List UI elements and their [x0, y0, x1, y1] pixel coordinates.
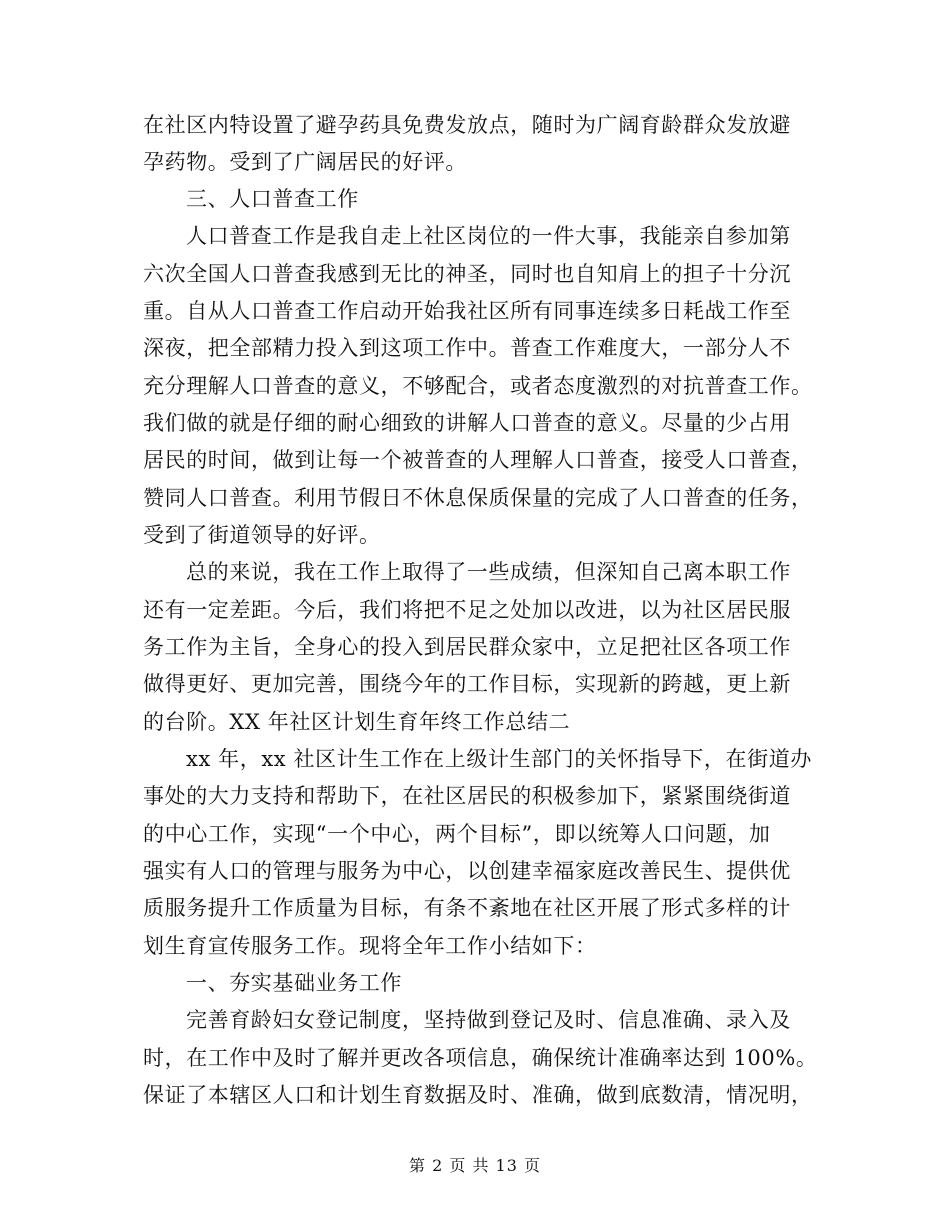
text-line: xx 年，xx 社区计生工作在上级计生部门的关怀指导下，在街道办: [186, 747, 812, 771]
section-heading: 三、人口普查工作: [186, 187, 359, 211]
section-heading: 一、夯实基础业务工作: [186, 971, 402, 995]
text-line: 深夜，把全部精力投入到这项工作中。普查工作难度大，一部分人不: [143, 336, 791, 360]
text-line: 充分理解人口普查的意义，不够配合，或者态度激烈的对抗普查工作。: [143, 374, 813, 398]
text-line: 的台阶。XX 年社区计划生育年终工作总结二: [143, 710, 571, 734]
page-footer: 第 2 页 共 13 页: [409, 1156, 541, 1175]
text-line: 质服务提升工作质量为目标，有条不紊地在社区开展了形式多样的计: [143, 896, 791, 920]
text-line: 事处的大力支持和帮助下，在社区居民的积极参加下，紧紧围绕街道: [143, 784, 791, 808]
text-line: 划生育宣传服务工作。现将全年工作小结如下：: [143, 934, 597, 958]
text-line: 重。自从人口普查工作启动开始我社区所有同事连续多日耗战工作至: [143, 299, 791, 323]
text-line: 六次全国人口普查我感到无比的神圣，同时也自知肩上的担子十分沉: [143, 262, 791, 286]
text-line: 我们做的就是仔细的耐心细致的讲解人口普查的意义。尽量的少占用: [143, 411, 791, 435]
text-line: 还有一定差距。今后，我们将把不足之处加以改进，以为社区居民服: [143, 598, 791, 622]
text-line: 孕药物。受到了广阔居民的好评。: [143, 150, 467, 174]
text-line: 务工作为主旨，全身心的投入到居民群众家中，立足把社区各项工作: [143, 635, 791, 659]
text-line: 做得更好、更加完善，围绕今年的工作目标，实现新的跨越，更上新: [143, 672, 791, 696]
text-line: 受到了街道领导的好评。: [143, 523, 381, 547]
text-line: 赞同人口普查。利用节假日不休息保质保量的完成了人口普查的任务，: [143, 486, 813, 510]
text-line: 在社区内特设置了避孕药具免费发放点，随时为广阔育龄群众发放避: [143, 113, 791, 137]
text-line: 时，在工作中及时了解并更改各项信息，确保统计准确率达到 100%。: [143, 1046, 818, 1070]
text-line: 保证了本辖区人口和计划生育数据及时、准确，做到底数清，情况明，: [143, 1083, 813, 1107]
text-line: 的中心工作，实现“一个中心，两个目标”，即以统筹人口问题，加: [143, 822, 771, 846]
text-line: 居民的时间，做到让每一个被普查的人理解人口普查，接受人口普查，: [143, 448, 813, 472]
text-line: 强实有人口的管理与服务为中心，以创建幸福家庭改善民生、提供优: [143, 859, 791, 883]
text-line: 人口普查工作是我自走上社区岗位的一件大事，我能亲自参加第: [186, 224, 791, 248]
text-line: 总的来说，我在工作上取得了一些成绩，但深知自己离本职工作: [186, 560, 791, 584]
text-line: 完善育龄妇女登记制度，坚持做到登记及时、信息准确、录入及: [186, 1008, 791, 1032]
